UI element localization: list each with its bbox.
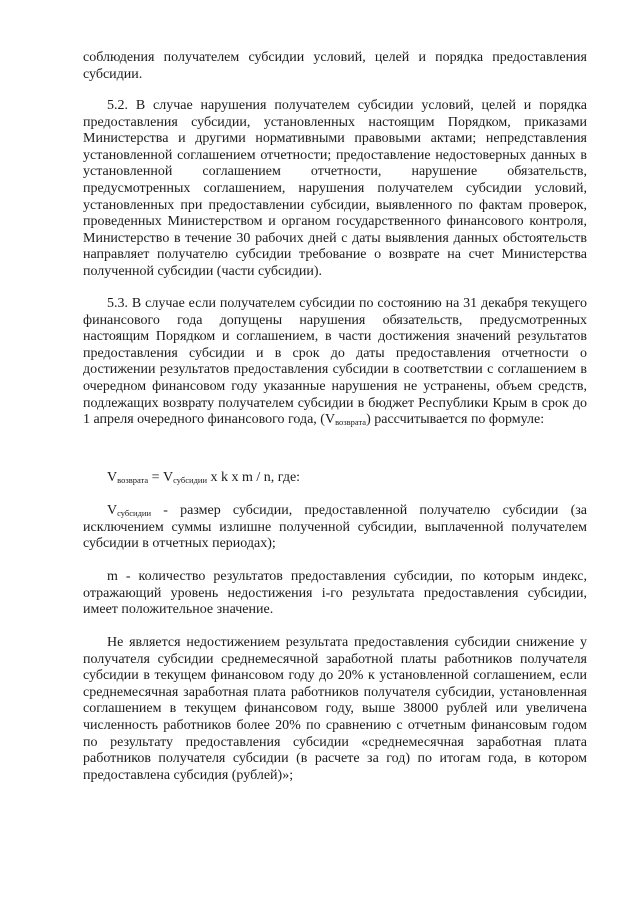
formula-sub-vozvrata: возврата bbox=[117, 475, 149, 485]
definition-v: V bbox=[107, 503, 118, 518]
paragraph-5-3 bbox=[83, 296, 587, 429]
paragraph-5-2: 5.2. В случае нарушения получателем субсидии условий, целей и порядка предоставления субсидии, установленных настоящим Порядком, приказами Министерства и другими нормативными правовыми актами; непредставления установленной соглашением отчетности; предоставление недостоверных данных в установленной соглашением отчетности, нарушение обязательств, предусмотренных соглашением, нарушения получателем субсидии условий, установленных при предоставлении субсидии, выявленного по фактам проверок, проведенных Министерством и органом государственного финансового контроля, Министерство в течение 30 рабочих дней с даты выявления данных обстоятельств направляет получателю субсидии требование о возврате на счет Министерства полученной субсидии (части субсидии). bbox=[83, 98, 587, 279]
paragraph-5-3-end: ) рассчитывается по формуле: bbox=[366, 412, 545, 428]
definition-text: - размер субсидии, предоставленной получателю субсидии (за исключением суммы излишне полученной субсидии, выплаченной получателем субсидии в отчетных периодах); bbox=[83, 503, 587, 552]
formula bbox=[83, 470, 587, 487]
definition-m: m - количество результатов предоставления субсидии, по которым индекс, отражающий уровень недостижения i-го результата предоставления субсидии, имеет положительное значение. bbox=[83, 569, 587, 618]
subscript-vozvrata: возврата bbox=[335, 417, 367, 428]
formula-end: x k x m / n, где: bbox=[207, 470, 301, 485]
formula-sub-subsidii: субсидии bbox=[173, 475, 207, 485]
paragraph-5-3-text: 5.3. В случае если получателем субсидии по состоянию на 31 декабря текущего финансового года допущены нарушения обязательств, предусмотренных настоящим Порядком и соглашением, в части достижения значений результатов предоставления субсидии и в срок до даты предоставления отчетности о достижении результатов предоставления субсидии в соответствии с соглашением в очередном финансовом году указанные нарушения не устранены, объем средств, подлежащих возврату получателем субсидии в бюджет Республики Крым в срок до 1 апреля очередного финансового года, (V bbox=[83, 296, 587, 428]
paragraph-continuation: соблюдения получателем субсидии условий, целей и порядка предоставления субсидии. bbox=[83, 50, 587, 82]
formula-mid: = V bbox=[148, 470, 174, 485]
definition-sub: субсидии bbox=[117, 508, 151, 518]
definition-v-subsidii bbox=[83, 503, 587, 553]
paragraph-not-failure: Не является недостижением результата предоставления субсидии снижение у получателя субсидии среднемесячной заработной платы работников получателя субсидии в текущем финансовом году до 20% к установленной соглашением, если среднемесячная заработная плата работников получателя субсидии, установленная соглашением в текущем финансовом году, выше 38000 рублей или увеличена численность работников более 20% по сравнению с отчетным финансовым годом по результату предоставления субсидии «среднемесячная заработная плата работников получателя субсидии (в расчете за год) по итогам года, в котором предоставлена субсидия (рублей)»; bbox=[83, 635, 587, 783]
formula-v: V bbox=[107, 470, 118, 485]
